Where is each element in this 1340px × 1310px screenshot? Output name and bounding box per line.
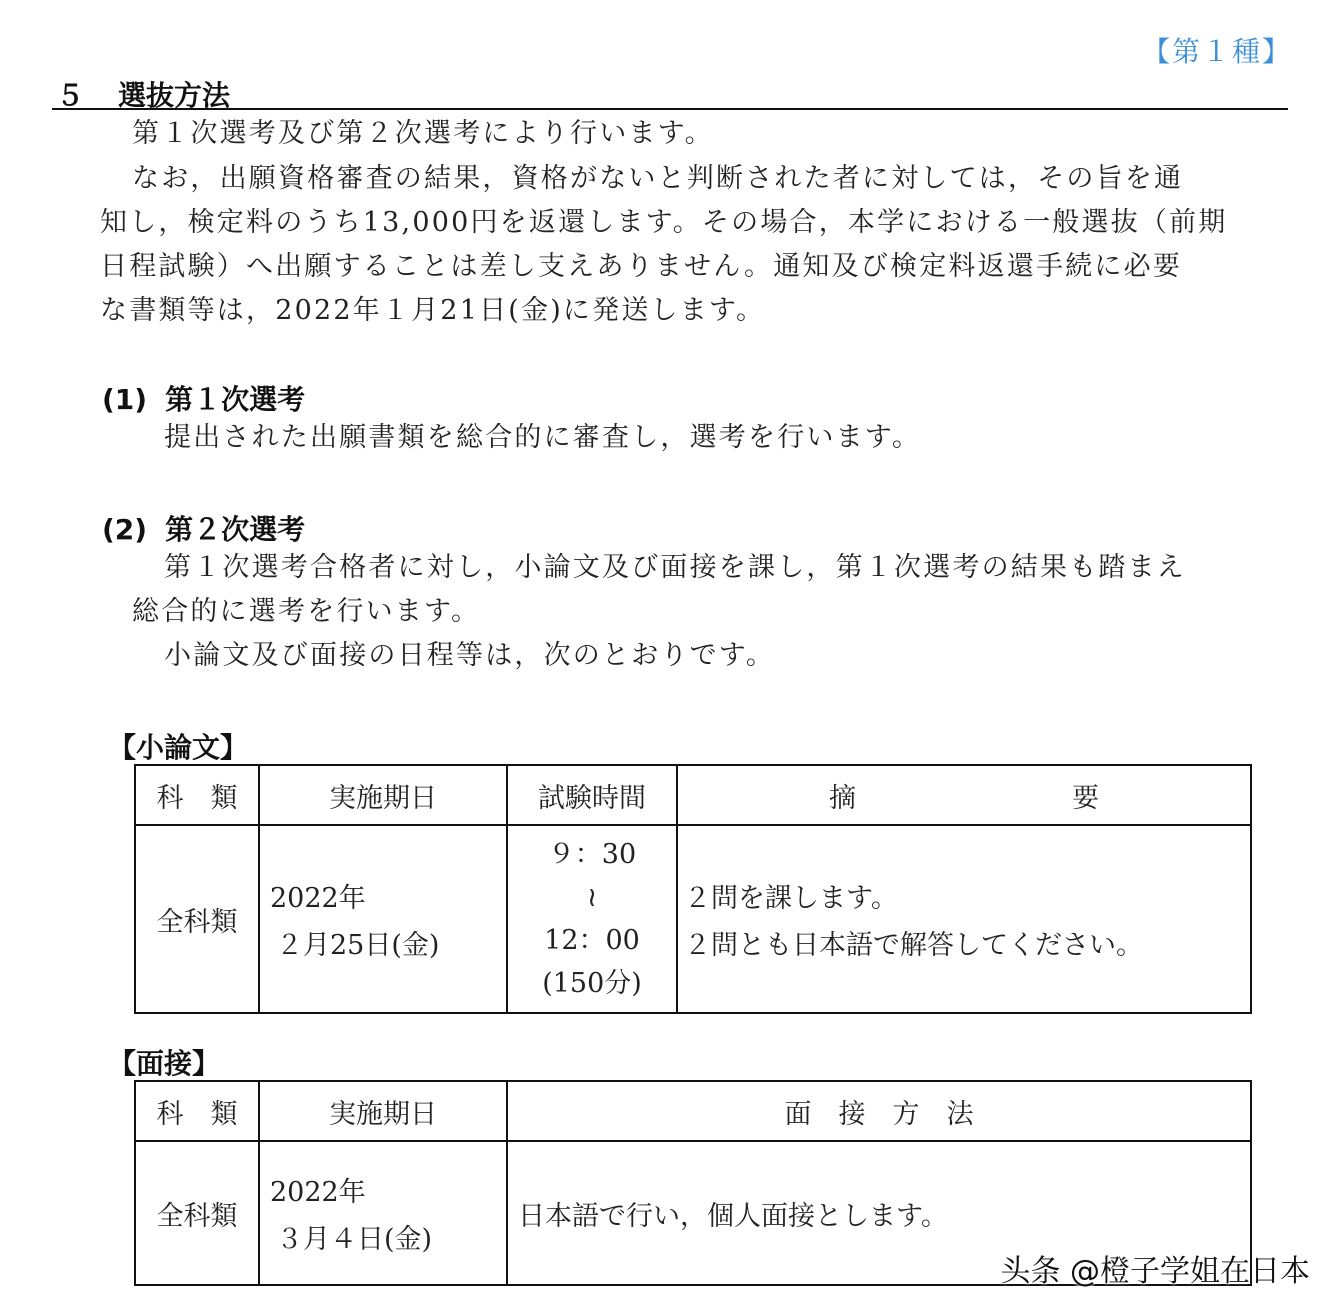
header-category: 科 類 <box>135 1081 259 1141</box>
intro-paragraph <box>100 157 1228 333</box>
stage2-body-line: 第１次選考合格者に対し，小論文及び面接を課し，第１次選考の結果も踏まえ <box>164 552 1186 583</box>
intro-paragraph-line: 知し，検定料のうち13,000円を返還します。その場合，本学における一般選抜（前期 <box>100 207 1228 238</box>
stage2-body <box>132 546 1186 634</box>
essay-table <box>134 764 1252 1014</box>
header-category: 科 類 <box>135 765 259 825</box>
essay-summary-cell <box>677 825 1251 1013</box>
interview-method-cell: 日本語で行い，個人面接とします。 <box>507 1141 1251 1285</box>
essay-summary-line: ２問を課します。 <box>684 883 898 914</box>
essay-date-cell <box>259 825 507 1013</box>
intro-paragraph-line: な書類等は，2022年１月21日(金)に発送します。 <box>100 295 766 326</box>
section-rule <box>52 108 1288 110</box>
intro-line: 第１次選考及び第２次選考により行います。 <box>132 118 714 149</box>
essay-date: ２月25日(金) <box>276 930 440 961</box>
essay-time-separator: ≀ <box>586 882 598 913</box>
interview-year: 2022年 <box>270 1177 366 1208</box>
interview-header-row <box>135 1081 1251 1141</box>
header-date: 実施期日 <box>259 765 507 825</box>
stage1-heading <box>102 378 305 418</box>
essay-time-cell <box>507 825 677 1013</box>
essay-category-cell: 全科類 <box>135 825 259 1013</box>
interview-category-cell: 全科類 <box>135 1141 259 1285</box>
essay-data-row <box>135 825 1251 1013</box>
stage1-title: 第１次選考 <box>165 383 306 416</box>
interview-date: ３月４日(金) <box>276 1224 433 1255</box>
stage1-number: (1) <box>102 383 148 416</box>
stage2-number: (2) <box>102 513 148 546</box>
essay-time-end: 12：00 <box>544 925 640 956</box>
essay-summary-line: ２問とも日本語で解答してください。 <box>684 930 1143 961</box>
section-title: 選抜方法 <box>118 79 231 112</box>
header-summary: 摘 要 <box>677 765 1251 825</box>
section-number: ５ <box>56 79 85 112</box>
essay-header-row <box>135 765 1251 825</box>
stage2-heading <box>102 508 305 548</box>
essay-table-label: 【小論文】 <box>108 731 249 764</box>
watermark-text: 头条 @橙子学姐在日本 <box>1000 1254 1310 1289</box>
essay-time-start: ９：30 <box>547 839 637 870</box>
document-type-tag: 【第１種】 <box>1142 35 1293 68</box>
schedule-note: 小論文及び面接の日程等は，次のとおりです。 <box>164 640 776 671</box>
interview-table-label: 【面接】 <box>108 1047 221 1080</box>
header-time: 試験時間 <box>507 765 677 825</box>
interview-date-cell <box>259 1141 507 1285</box>
stage2-body-line: 総合的に選考を行います。 <box>132 596 481 627</box>
essay-duration: (150分) <box>542 968 642 999</box>
stage2-title: 第２次選考 <box>165 513 306 546</box>
header-date: 実施期日 <box>259 1081 507 1141</box>
stage1-body: 提出された出願書類を総合的に審査し，選考を行います。 <box>164 422 922 453</box>
essay-year: 2022年 <box>270 883 366 914</box>
intro-paragraph-line: 日程試験）へ出願することは差し支えありません。通知及び検定料返還手続に必要 <box>100 251 1183 282</box>
header-method: 面 接 方 法 <box>507 1081 1251 1141</box>
intro-paragraph-line: なお，出願資格審査の結果，資格がないと判断された者に対しては，その旨を通 <box>132 163 1184 194</box>
